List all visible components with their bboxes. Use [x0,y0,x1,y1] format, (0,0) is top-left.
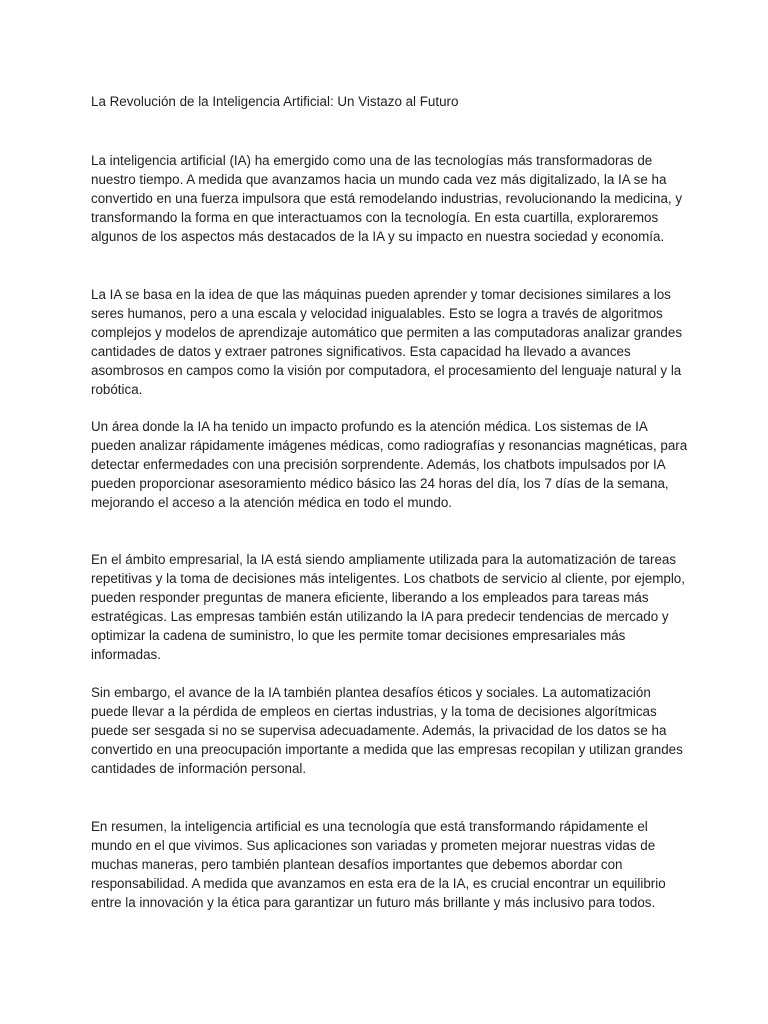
paragraph-foundations: La IA se basa en la idea de que las máquinas pueden aprender y tomar decisiones similares a los seres humanos, pero a una escala y velocidad inigualables. Esto se logra a través de algoritmos complejos y modelos de aprendizaje automático que permiten a las computadoras analizar grandes cantidades de datos y extraer patrones significativos. Esta capacidad ha llevado a avances asombrosos en campos como la visión por computadora, el procesamiento del lenguaje natural y la robótica. [91,287,683,397]
paragraph-healthcare: Un área donde la IA ha tenido un impacto profundo es la atención médica. Los sistemas de IA pueden analizar rápidamente imágenes médicas, como radiografías y resonancias magnéticas, para detectar enfermedades con una precisión sorprendente. Además, los chatbots impulsados por IA pueden proporcionar asesoramiento médico básico las 24 horas del día, los 7 días de la semana, mejorando el acceso a la atención médica en todo el mundo. [91,419,688,510]
paragraph-business: En el ámbito empresarial, la IA está siendo ampliamente utilizada para la automatización de tareas repetitivas y la toma de decisiones más inteligentes. Los chatbots de servicio al cliente, por ejemplo, pueden responder preguntas de manera eficiente, liberando a los empleados para tareas más estratégicas. Las empresas también están utilizando la IA para predecir tendencias de mercado y optimizar la cadena de suministro, lo que les permite tomar decisiones empresariales más informadas. [91,552,685,662]
paragraph-introduction: La inteligencia artificial (IA) ha emergido como una de las tecnologías más transformadoras de nuestro tiempo. A medida que avanzamos hacia un mundo cada vez más digitalizado, la IA se ha convertido en una fuerza impulsora que está remodelando industrias, revolucionando la medicina, y transformando la forma en que interactuamos con la tecnología. En esta cuartilla, exploraremos algunos de los aspectos más destacados de la IA y su impacto en nuestra sociedad y economía. [91,153,683,244]
paragraph-conclusion: En resumen, la inteligencia artificial es una tecnología que está transformando rápidamente el mundo en el que vivimos. Sus aplicaciones son variadas y prometen mejorar nuestras vidas de muchas maneras, pero también plantean desafíos importantes que debemos abordar con responsabilidad. A medida que avanzamos en esta era de la IA, es crucial encontrar un equilibrio entre la innovación y la ética para garantizar un futuro más brillante y más inclusivo para todos. [91,819,666,910]
paragraph-challenges: Sin embargo, el avance de la IA también plantea desafíos éticos y sociales. La automatización puede llevar a la pérdida de empleos en ciertas industrias, y la toma de decisiones algorítmicas puede ser sesgada si no se supervisa adecuadamente. Además, la privacidad de los datos se ha convertido en una preocupación importante a medida que las empresas recopilan y utilizan grandes cantidades de información personal. [91,685,683,776]
document-title: La Revolución de la Inteligencia Artificial: Un Vistazo al Futuro [91,94,459,109]
